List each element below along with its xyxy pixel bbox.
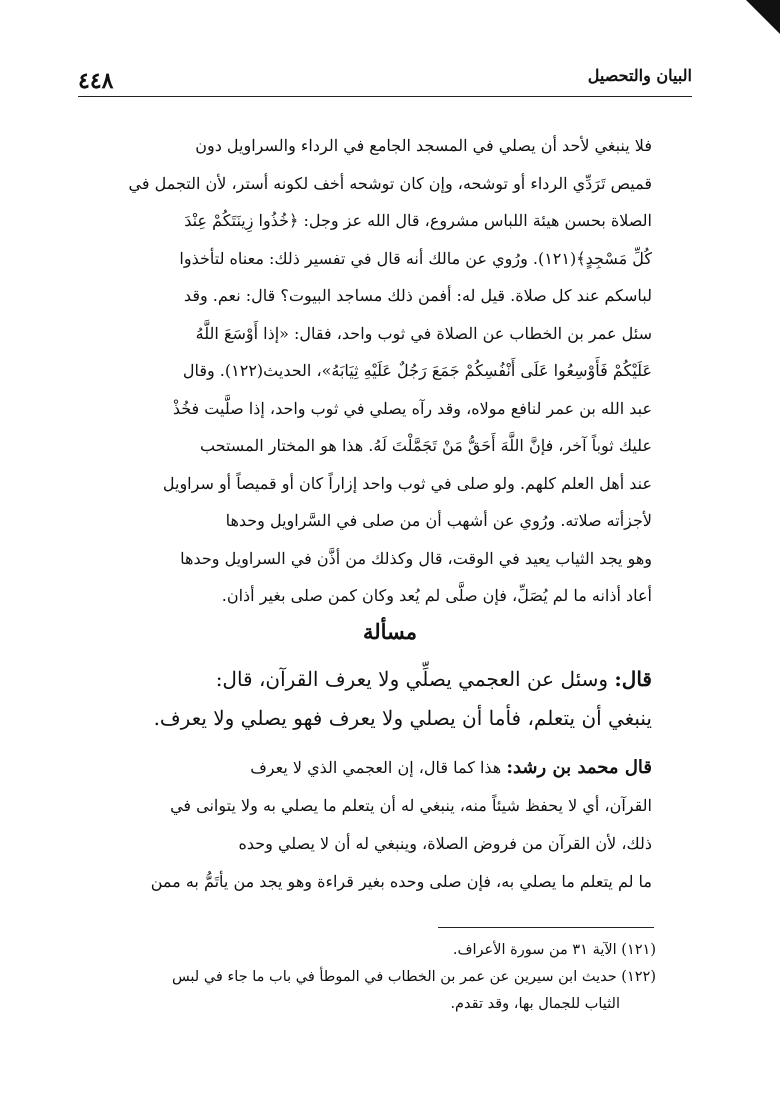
footnote-divider [438,927,654,928]
footnote-122-continued: الثياب للجمال بها، وقد تقدم. [450,996,620,1012]
commentary-line: ذلك، لأن القرآن من فروض الصلاة، وينبغي له أن لا يصلي وحده [238,834,652,853]
text-line: عليك ثوباً آخر، فإنَّ اللَّهَ أَحَقُّ مَنْ تَجَمَّلْتَ لَهُ. هذا هو المختار المستحب [199,436,652,455]
ruling-line [76,660,652,699]
commentary-line: القرآن، أي لا يحفظ شيئاً منه، ينبغي له أن يتعلم ما يصلي به ولا يتوانى في [170,796,652,815]
book-title: البيان والتحصيل [587,66,692,85]
text-line: فلا ينبغي لأحد أن يصلي في المسجد الجامع في الرداء والسراويل دون [195,136,652,155]
footnote-122: (١٢٢) حديث ابن سيرين عن عمر بن الخطاب في الموطأ في باب ما جاء في لبس [171,969,656,985]
commentary-line: ما لم يتعلم ما يصلي به، فإن صلى وحده بغير قراءة وهو يجد من يأتَمُّ به ممن [150,872,652,891]
section-heading: مسألة [362,619,418,644]
running-header [78,62,692,97]
text-line: وهو يجد الثياب يعيد في الوقت، قال وكذلك من أذَّن في السراويل وحدها [180,548,652,568]
commentary-text: هذا كما قال، إن العجمي الذي لا يعرف [250,758,502,777]
text-line: أعاد أذانه ما لم يُصَلِّ، فإن صلَّى لم يُعد وكان كمن صلى بغير أذان. [221,586,652,605]
text-line: سئل عمر بن الخطاب عن الصلاة في ثوب واحد، فقال: «إذا أَوْسَعَ اللَّهُ [195,323,652,343]
ruling-line: ينبغي أن يتعلم، فأما أن يصلي ولا يعرف فهو يصلي ولا يعرف. [153,706,652,730]
text-line: لباسكم عند كل صلاة. قيل له: أفمن ذلك مساجد البيوت؟ قال: نعم. وقد [183,286,652,305]
footnote-121: (١٢١) الآية ٣١ من سورة الأعراف. [452,942,656,958]
page-corner-mark [746,0,780,34]
commentary-label: قال محمد بن رشد: [506,757,652,778]
ruling-label: قال: [614,667,652,691]
ruling-block [76,660,652,738]
text-line: عبد الله بن عمر لنافع مولاه، وقد رآه يصلي في ثوب واحد، إذا صلَّيت فخُذْ [172,398,652,418]
ruling-text: وسئل عن العجمي يصلِّي ولا يعرف القرآن، قال: [215,667,609,691]
text-line: عند أهل العلم كلهم. ولو صلى في ثوب واحد إزاراً كان أو قميصاً أو سراويل [162,473,652,493]
text-line: الصلاة بحسن هيئة اللباس مشروع، قال الله عز وجل: ﴿خُذُوا زِينَتَكُمْ عِنْدَ [184,211,652,230]
commentary-block [76,749,652,901]
commentary-line [76,749,652,787]
text-line: لأجزأته صلاته. ورُوي عن أشهب أن من صلى في السَّراويل وحدها [225,511,652,530]
text-line: عَلَيْكُمْ فَأَوْسِعُوا عَلَى أَنْفُسِكُمْ جَمَعَ رَجُلٌ عَلَيْهِ ثِيَابَهُ»، الحديث(١٢٢). وقال [182,361,652,380]
main-text-block [76,127,652,615]
text-line: كُلِّ مَسْجِدٍ﴾(١٢١). ورُوي عن مالك أنه قال في تفسير ذلك: معناه لتأخذوا [179,248,652,268]
page-number: ٤٤٨ [78,68,114,94]
footnotes-block [76,937,656,1018]
text-line: قميص تَرَدِّي الرداء أو توشحه، وإن كان توشحه أخف لكونه أستر، لأن التجمل في [128,173,652,193]
